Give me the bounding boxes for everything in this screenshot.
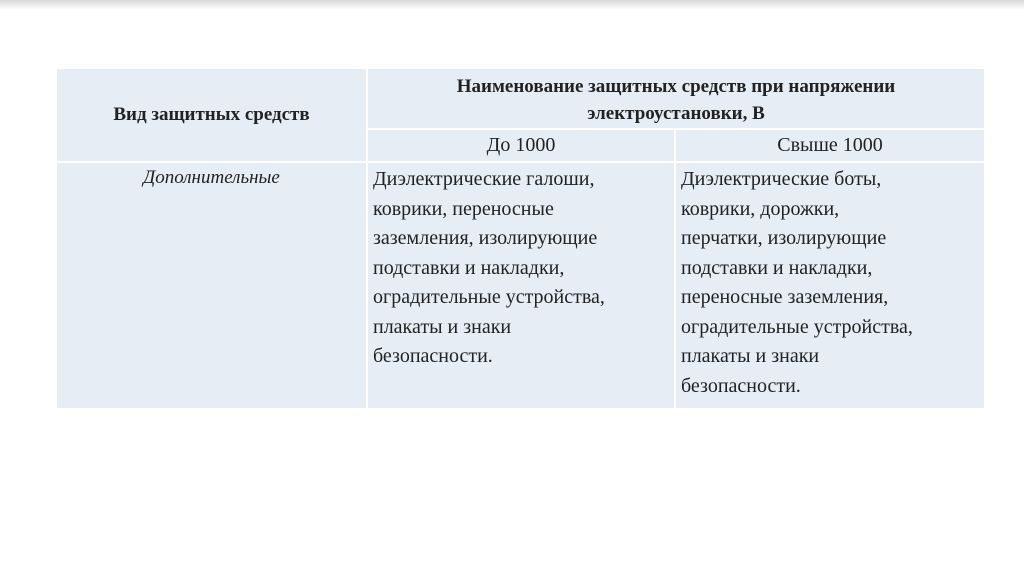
row-kind-label: Дополнительные <box>143 167 280 188</box>
header-name-label: Наименование защитных средств при напряжении электроустановки, В <box>456 75 896 124</box>
subheader-high-voltage-label: Свыше 1000 <box>777 134 883 156</box>
column-divider <box>674 128 676 408</box>
header-name-cell <box>368 69 984 128</box>
row-kind-cell <box>57 163 366 408</box>
row-divider <box>368 128 984 130</box>
protective-equipment-table <box>57 69 984 408</box>
row-high-voltage-cell: Диэлектрические боты, коврики, дорожки, перчатки, изолирующие подставки и накладки, переносные заземления, оградительные устройства, плакаты и знаки безопасности. <box>681 168 913 397</box>
subheader-high-voltage-cell <box>676 130 984 161</box>
row-low-voltage-cell: Диэлектрические галоши, коврики, переносные заземления, изолирующие подставки и накладки, оградительные устройства, плакаты и знаки безопасности. <box>373 168 605 367</box>
slide-top-edge <box>0 0 1024 10</box>
header-kind-label: Вид защитных средств <box>113 104 310 125</box>
subheader-low-voltage-label: До 1000 <box>486 134 556 156</box>
column-divider <box>366 69 368 408</box>
subheader-low-voltage-cell <box>368 130 674 161</box>
row-divider <box>57 161 984 163</box>
header-kind-cell <box>57 69 366 161</box>
